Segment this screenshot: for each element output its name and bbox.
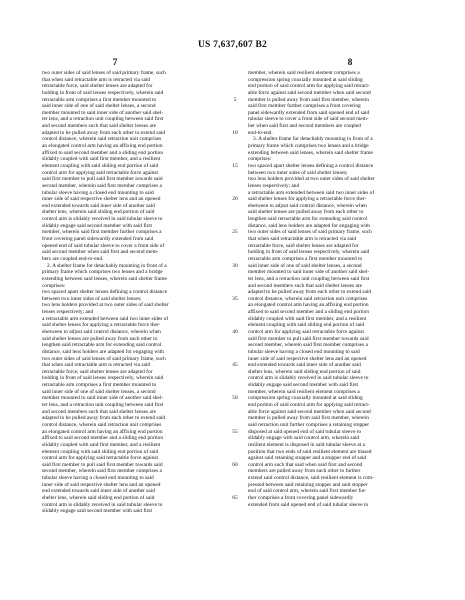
text-line: member is pulled away from said first member, wherein — [248, 415, 369, 422]
text-line: said inner side of one of said shelter lenses, a second — [42, 103, 156, 110]
patent-number: US 7,637,607 B2 — [198, 40, 267, 50]
text-line: retractable force, said shelter lenses are adapted for — [248, 242, 359, 249]
text-line: control distance, wherein said retraction unit comprises — [42, 421, 162, 428]
text-line: end portion of said control arm for applying said retract- — [248, 83, 370, 90]
line-number: 40 — [232, 328, 238, 335]
text-line: 3. A shelter frame for detachably mounting in front of a — [253, 136, 373, 143]
text-line: two spaced apart shelter lenses defining a control distance — [248, 162, 374, 169]
left-page-number: 7 — [112, 58, 118, 68]
text-line: end extended towards said inner side of another said — [42, 488, 155, 495]
text-line: between two inner sides of said shelter lenses; — [248, 169, 348, 176]
text-line: an elongated control arm having an affixing end portion — [42, 428, 163, 435]
text-line: said second member when said first and second mem- — [42, 249, 159, 256]
text-line: extended from said opened end of said tubular sleeve to — [248, 501, 369, 508]
text-line: an elongated control arm having an affixing end portion — [42, 143, 163, 150]
text-line: control arm for applying said retractable force against — [42, 169, 158, 176]
text-line: tubular sleeve to cover a front side of said second mem- — [248, 116, 369, 123]
text-line: member, wherein said resilient element comprises a — [248, 388, 360, 395]
text-line: affixed to said second member and a sliding end portion — [248, 309, 370, 316]
line-number: 35 — [232, 295, 238, 302]
text-line: extend said control distance, said resilient element is com- — [248, 475, 374, 482]
text-line: said inner side of one of said shelter lenses, a second — [42, 388, 156, 395]
text-line: control arm is slidably received in said tubular sleeve to — [42, 216, 163, 223]
text-line: member, wherein said resilient element comprises a — [248, 70, 360, 76]
text-line: second member, wherein said first member comprises a — [42, 468, 162, 475]
text-line: tubular sleeve having a closed end mounting to said — [248, 348, 360, 355]
right-page-number: 8 — [347, 58, 353, 68]
text-line: ther comprises a front covering panel sidewardly — [248, 495, 354, 501]
text-line: control arm such that said when said first and second — [248, 461, 363, 468]
text-line: end extended towards said inner side of another said — [42, 202, 155, 209]
line-number: 55 — [232, 428, 238, 435]
text-line: compression spring coaxially mounted at said sliding — [248, 76, 363, 83]
text-line: inner side of said respective shelter lens and an opened — [42, 481, 161, 488]
text-line: two outer sides of said lenses of said primary frame, such — [42, 70, 166, 76]
text-line: control arm is slidably received in said tubular sleeve to — [42, 501, 163, 508]
line-number: 20 — [232, 196, 238, 203]
text-line: member, wherein said first member further comprises a — [42, 229, 162, 236]
text-line: distance, said lens holders are adapted for engaging with — [248, 222, 370, 229]
text-line: second member, wherein said first member comprises a — [42, 182, 162, 189]
text-line: said retraction unit further comprises a retaining stopper — [248, 421, 370, 428]
text-line: member mounted to said inner side of another said shel- — [248, 269, 370, 276]
text-line: second member, wherein said first member comprises a — [248, 342, 368, 349]
text-line: element coupling with said sliding end portion of said — [42, 448, 159, 455]
text-line: able force against said second member when said second — [248, 89, 371, 96]
text-line: two outer sides of said lenses of said primary frame, such — [248, 229, 372, 236]
text-line: lenses respectively; and — [248, 182, 300, 189]
text-line: comprises: — [248, 156, 272, 163]
text-line: said inner side of one of said shelter lenses, a second — [248, 262, 362, 269]
text-line: slidably engage said second member with said first — [248, 382, 359, 389]
text-line: slidably coupled with said first member, and a resilient — [248, 315, 367, 322]
text-line: member is pulled away from said first member, wherein — [248, 96, 369, 103]
text-line: tubular sleeve having a closed end mounting to said — [42, 189, 154, 196]
right-column — [248, 70, 423, 508]
text-line: ter lens, and a retraction unit coupling between said first — [248, 275, 370, 282]
text-line: and second members such that said shelter lenses are — [42, 408, 157, 415]
text-line: said shelter lenses for applying a retractable force ther- — [248, 196, 367, 203]
text-line: a retractable arm extended between said two inner sides of — [248, 189, 375, 196]
text-line: adapted to be pulled away from each other to extend said — [42, 415, 166, 422]
text-line: ter lens, and a retraction unit coupling between said first — [42, 402, 164, 409]
line-number: 15 — [232, 162, 238, 169]
text-line: inner side of said respective shelter lens and an opened — [42, 196, 161, 203]
text-line: retractable arm comprises a first member mounted to — [42, 96, 157, 103]
text-line: element coupling with said sliding end portion of said — [248, 322, 365, 329]
text-line: member mounted to said inner side of another said shel- — [42, 109, 164, 116]
line-number: 30 — [232, 262, 238, 269]
text-line: control distance, wherein said retraction unit comprises — [42, 136, 162, 143]
text-line: two lens holders provided at two outer sides of said shelter — [42, 302, 169, 309]
text-line: members are pulled away from each other to further — [248, 468, 361, 475]
text-line: control arm for applying said retractable force against — [42, 455, 158, 462]
text-line: retractable arm comprises a first member mounted to — [42, 382, 157, 389]
text-line: 2. A shelter frame for detachably mounting in front of a — [47, 262, 167, 269]
line-number: 25 — [232, 229, 238, 236]
text-line: retractable force, said shelter lenses are adapted for — [42, 83, 153, 90]
line-number: 65 — [232, 494, 238, 501]
text-line: end portion of said control arm for applying said retract- — [248, 402, 370, 409]
text-line: retractable arm comprises a first member mounted to — [248, 255, 363, 262]
text-line: slidably coupled with said first member, and a resilient — [42, 156, 161, 163]
text-line: affixed to said second member and a sliding end portion — [42, 435, 164, 442]
text-line: lenses respectively; and — [42, 309, 94, 316]
text-line: extending between said lenses, wherein said shelter frame — [42, 275, 167, 282]
text-line: holding in front of said lenses respectively, wherein said — [42, 89, 164, 96]
text-line: holding in front of said lenses respectively, wherein said — [248, 249, 370, 256]
text-line: that when said retractable arm is retracted via said — [42, 362, 151, 369]
text-line: shelter lens, wherein said sliding end portion of said — [42, 209, 155, 216]
text-line: a retractable arm extended between said two inner sides of — [42, 315, 169, 322]
line-number: 5 — [233, 96, 237, 103]
line-number: 45 — [232, 362, 238, 369]
text-line: inner side of said respective shelter lens and an opened — [248, 355, 367, 362]
text-line: and second members such that said shelter lenses are — [248, 282, 363, 289]
text-line: pressed between said retaining stopper and said stopper — [248, 481, 368, 488]
text-line: end of said control arm, wherein said first member fur- — [248, 488, 367, 495]
text-line: and second members such that said shelter lenses are — [42, 123, 157, 130]
text-line: said first member further comprises a front covering — [248, 103, 361, 110]
text-line: disposed at said opened end of said tubular sleeve to — [248, 428, 362, 435]
text-line: ter lens, and a retraction unit coupling between said first — [42, 116, 164, 123]
text-line: front covering panel sidewardly extended from said — [42, 236, 154, 243]
text-line: position that two ends of said resilient element are biased — [248, 448, 372, 455]
text-line: panel sidewardly extended from said opened end of said — [248, 109, 370, 116]
text-line: said shelter lenses are pulled away from each other to — [42, 335, 158, 342]
text-line: control arm is slidably received in said tubular sleeve to — [248, 375, 369, 382]
text-line: slidably engage said second member with said first — [42, 222, 153, 229]
text-line: tubular sleeve having a closed end mounting to said — [42, 475, 154, 482]
text-line: two spaced apart shelter lenses defining a control distance — [42, 289, 168, 296]
text-line: said first member to pull said first member towards said — [42, 461, 163, 468]
text-line: bers are coupled end-to-end. — [42, 255, 104, 262]
text-line: end extended towards said inner side of another said — [248, 362, 361, 369]
text-line: primary frame which comprises two lenses and a bridge — [248, 143, 369, 150]
text-line: primary frame which comprises two lenses and a bridge — [42, 269, 163, 276]
text-line: ebetween to adjust said control distance, wherein when — [42, 328, 161, 335]
text-line: able force against said second member when said second — [248, 408, 371, 415]
text-line: against said retaining stopper and a stopper end of said — [248, 455, 367, 462]
text-line: control arm for applying said retractable force against — [248, 328, 364, 335]
left-column — [42, 70, 217, 515]
text-line: said shelter lenses are pulled away from each other to — [248, 209, 364, 216]
text-line: extending between said lenses, wherein said shelter frame — [248, 149, 373, 156]
line-number: 60 — [232, 461, 238, 468]
text-line: slidably engage said second member with said first — [42, 508, 153, 515]
text-line: ebetween to adjust said control distance, wherein when — [248, 202, 367, 209]
text-line: said first member to pull said first member towards said — [42, 176, 163, 183]
text-line: shelter lens, wherein said sliding end portion of said — [42, 495, 155, 501]
text-line: holding in front of said lenses respectively, wherein said — [42, 375, 164, 382]
text-line: lengthen said retractable arm for extending said control — [248, 216, 368, 223]
text-line: resilient element is disposed in said tubular sleeve at a — [248, 441, 365, 448]
text-line: retractable force, said shelter lenses are adapted for — [42, 368, 153, 375]
text-line: distance, said lens holders are adapted for engaging with — [42, 348, 164, 355]
text-line: affixed to said second member and a sliding end portion — [42, 149, 164, 156]
text-line: compression spring coaxially mounted at said sliding — [248, 395, 363, 402]
text-line: end-to-end. — [248, 129, 273, 136]
text-line: member mounted to said inner side of another said shel- — [42, 395, 164, 402]
text-line: adapted to be pulled away from each other to extend said — [42, 129, 166, 136]
text-line: between two inner sides of said shelter lenses; — [42, 295, 142, 302]
text-line: adapted to be pulled away from each other to extend said — [248, 289, 372, 296]
text-line: that when said retractable arm is retracted via said — [42, 76, 151, 83]
line-number: 50 — [232, 395, 238, 402]
line-number: 10 — [232, 129, 238, 136]
text-line: shelter lens, wherein said sliding end portion of said — [248, 368, 361, 375]
text-line: two lens holders provided at two outer sides of said shelter — [248, 176, 375, 183]
text-line: lengthen said retractable arm for extending said control — [42, 342, 162, 349]
text-line: two outer sides of said lenses of said primary frame, such — [42, 355, 166, 362]
text-line: control distance, wherein said retraction unit comprises — [248, 295, 368, 302]
text-line: comprises: — [42, 282, 66, 289]
text-line: said shelter lenses for applying a retractable force ther- — [42, 322, 161, 329]
text-line: that when said retractable arm is retracted via said — [248, 236, 357, 243]
text-line: element coupling with said sliding end portion of said — [42, 162, 159, 169]
text-line: opened end of said tubular sleeve to cover a front side of — [42, 242, 165, 249]
text-line: said first member to pull said first member towards said — [248, 335, 369, 342]
text-line: slidably engage with said control arm, wherein said — [248, 435, 360, 442]
text-line: an elongated control arm having an affixing end portion — [248, 302, 369, 309]
text-line: slidably coupled with said first member, and a resilient — [42, 441, 161, 448]
text-line: ber when said first and second members are coupled — [248, 123, 361, 130]
